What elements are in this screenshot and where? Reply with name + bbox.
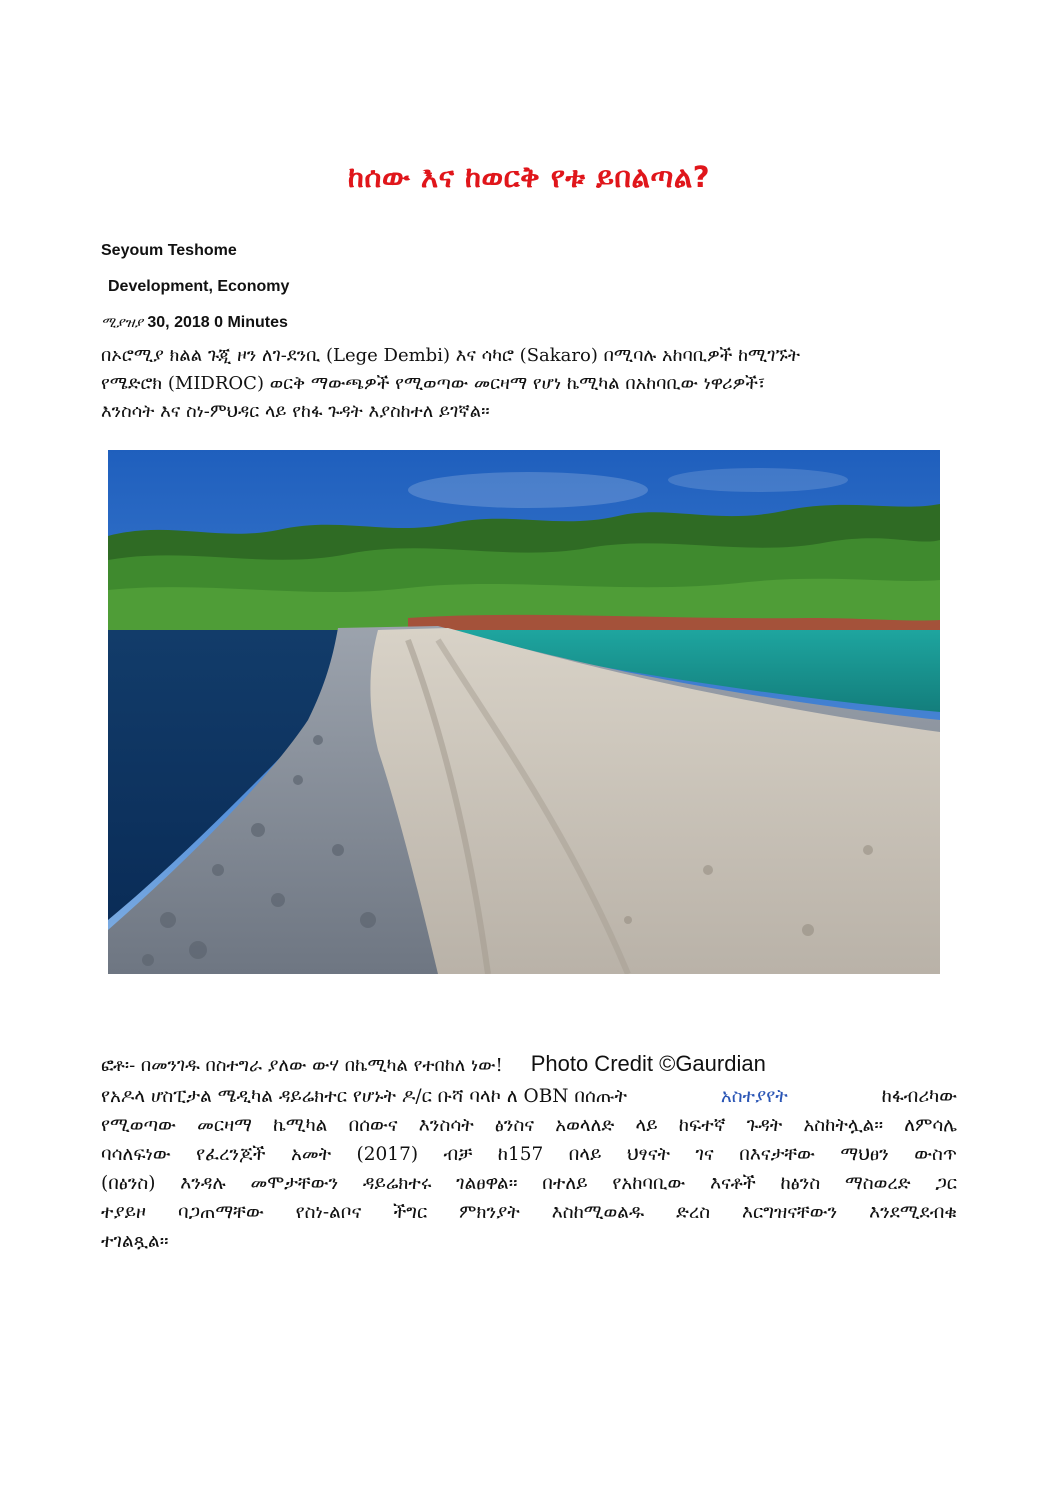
body-line-text: ከፋብሪካው [881,1086,957,1107]
body-line: የሚወጣው መርዛማ ኬሚካል በሰውና እንስሳት ፅንስና አወላለድ ላይ ከፍተኛ ጉዳት አስከትሏል፡፡ ለምሳሌ [101,1115,957,1136]
caption-text: ፎቶ፡- በመንገዱ በስተግራ ያለው ውሃ በኬሚካል የተበከለ ነው! [101,1055,503,1076]
body-line: (በፅንስ) እንዳሉ መሞታቸውን ዳይሬክተሩ ገልፀዋል፡፡ በተለይ የአከባቢው እናቶች ከፅንስ ማስወረድ ጋር [101,1173,957,1194]
body-line: ባሳለፍነው የፈረንጆች አመት (2017) ብቻ ከ157 በላይ ህፃናት ገና በእናታቸው ማህፀን ውስጥ [101,1144,957,1165]
intro-line: የሜድሮክ (MIDROC) ወርቅ ማውጫዎች የሚወጣው መርዛማ የሆነ ኬሚካል በአከባቢው ነዋሪዎች፣ [101,373,766,394]
intro-line: እንስሳት እና ስነ-ምህዳር ላይ የከፋ ጉዳት እያስከተለ ይገኛል፡፡ [101,401,490,422]
publish-date [101,314,288,332]
body-paragraph [101,1082,957,1256]
article-categories[interactable]: Development, Economy [108,278,290,295]
body-line [101,1082,957,1111]
intro-paragraph [101,342,961,426]
article-photo [108,450,940,974]
author-name[interactable]: Seyoum Teshome [101,242,237,259]
body-line: ተገልጿል፡፡ [101,1231,169,1252]
body-line-text: የአዶላ ሆስፒታል ሜዲካል ዳይሬክተር የሆኑት ዶ/ር ቡሻ ባላኮ ለ OBN በሰጡት [101,1086,627,1107]
date-rest: 30, 2018 0 Minutes [147,314,288,331]
photo-credit: Photo Credit ©Gaurdian [530,1051,766,1076]
intro-line: በኦሮሚያ ክልል ጉጂ ዞን ለገ-ደንቢ (Lege Dembi) እና ሳካሮ (Sakaro) በሚባሉ አከባቢዎች ከሚገኙት [101,345,800,366]
article-title: ከሰው እና ከወርቅ የቱ ይበልጣል? [347,160,711,194]
photo-caption [101,1051,961,1077]
date-month: ሚያዝያ [101,315,143,331]
opinion-link[interactable]: አስተያየት [720,1086,788,1107]
body-line: ተያይዞ ባጋጠማቸው የስነ-ልቦና ችግር ምክንያት እስከሚወልዱ ድረስ እርግዝናቸውን እንደሚደብቁ [101,1202,957,1223]
